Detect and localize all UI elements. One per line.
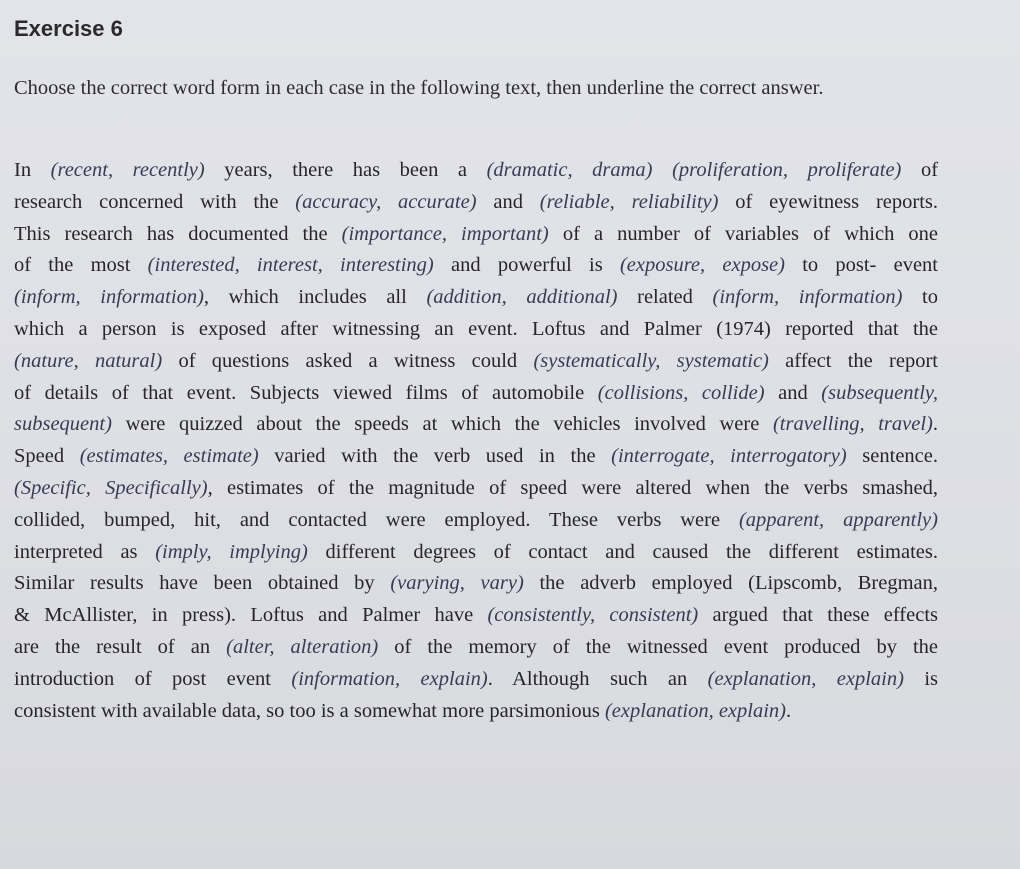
passage-text: of the memory of the witnessed event produced by the	[378, 635, 939, 658]
passage-text: .	[786, 699, 792, 722]
word-choice-option: (systematically, systematic)	[533, 349, 769, 372]
passage-text: sentence.	[846, 445, 938, 468]
word-choice-option: (inform, information)	[712, 286, 903, 309]
passage-line	[14, 155, 938, 187]
passage-text: argued that these effects	[698, 604, 938, 627]
passage-text: , estimates of the magnitude of speed were altered when the verbs smashed,	[207, 476, 938, 499]
exercise-passage	[14, 155, 938, 727]
passage-line	[14, 346, 938, 378]
passage-text: is	[903, 667, 938, 690]
passage-text: the adverb employed (Lipscomb, Bregman,	[523, 572, 938, 595]
passage-line	[14, 568, 938, 600]
word-choice-option: (explanation, explain)	[604, 699, 786, 722]
passage-text: In	[14, 159, 51, 181]
word-choice-option: (collisions, collide)	[597, 381, 765, 404]
passage-line	[14, 600, 938, 632]
word-choice-option: (reliable, reliability)	[539, 190, 719, 213]
passage-line	[14, 314, 938, 346]
word-choice-option: (imply, implying)	[155, 540, 308, 563]
passage-line	[14, 250, 938, 282]
word-choice-option: (dramatic, drama)	[486, 159, 653, 181]
passage-text: of	[901, 159, 939, 181]
word-choice-option: (explanation, explain)	[707, 667, 904, 690]
passage-text: and	[764, 381, 822, 404]
exercise-instructions: Choose the correct word form in each case in the following text, then underline the correct answer.	[14, 77, 824, 99]
passage-text	[653, 159, 673, 181]
passage-text: consistent with available data, so too is a somewhat more parsimonious	[14, 699, 605, 722]
passage-text: of details of that event. Subjects viewed films of automobile	[14, 381, 598, 404]
passage-line	[14, 632, 938, 664]
word-choice-option: (estimates, estimate)	[79, 445, 259, 468]
passage-line	[14, 696, 938, 728]
passage-line	[14, 219, 938, 251]
passage-text: which a person is exposed after witnessing an event. Loftus and Palmer (1974) reported that the	[14, 317, 938, 340]
passage-line	[14, 473, 938, 505]
passage-line	[14, 378, 938, 410]
passage-line	[14, 409, 938, 441]
passage-text: related	[617, 286, 713, 309]
passage-text: Speed	[14, 445, 80, 468]
word-choice-option: (recent, recently)	[50, 159, 205, 181]
word-choice-option: (accuracy, accurate)	[295, 190, 477, 213]
word-choice-option: subsequent)	[14, 413, 112, 436]
word-choice-option: (exposure, expose)	[619, 254, 785, 277]
passage-line	[14, 664, 938, 696]
exercise-heading: Exercise 6	[14, 16, 123, 41]
word-choice-option: (interrogate, interrogatory)	[611, 445, 847, 468]
passage-text: , which includes all	[203, 286, 427, 309]
passage-text: This research has documented the	[14, 222, 342, 245]
passage-text: to post- event	[784, 254, 939, 277]
passage-text: research concerned with the	[14, 190, 296, 213]
passage-line	[14, 505, 938, 537]
passage-text: and powerful is	[433, 254, 620, 277]
passage-text: of the most	[14, 254, 148, 277]
word-choice-option: (apparent, apparently)	[738, 508, 938, 531]
passage-text: . Although such an	[487, 667, 708, 690]
passage-line	[14, 537, 938, 569]
passage-text: introduction of post event	[14, 667, 292, 690]
passage-line	[14, 282, 938, 314]
word-choice-option: (proliferation, proliferate)	[672, 159, 902, 181]
passage-text: were quizzed about the speeds at which the vehicles involved were	[111, 413, 773, 436]
passage-text: are the result of an	[14, 635, 227, 658]
passage-text: of a number of variables of which one	[548, 222, 938, 245]
passage-text: varied with the verb used in the	[258, 445, 612, 468]
passage-text: interpreted as	[14, 540, 156, 563]
passage-text: collided, bumped, hit, and contacted were employed. These verbs were	[14, 508, 739, 531]
word-choice-option: (consistently, consistent)	[487, 604, 699, 627]
passage-text: affect the report	[768, 349, 938, 372]
word-choice-option: (alter, alteration)	[226, 635, 379, 658]
passage-text: of eyewitness reports.	[718, 190, 938, 213]
word-choice-option: (addition, additional)	[426, 286, 618, 309]
passage-line	[14, 187, 938, 219]
passage-text: & McAllister, in press). Loftus and Palmer have	[14, 604, 488, 627]
word-choice-option: (Specific, Specifically)	[14, 476, 208, 499]
word-choice-option: (varying, vary)	[390, 572, 524, 595]
word-choice-option: (importance, important)	[341, 222, 549, 245]
passage-text: to	[902, 286, 938, 309]
word-choice-option: (travelling, travel)	[772, 413, 933, 436]
passage-text: and	[476, 190, 540, 213]
word-choice-option: (interested, interest, interesting)	[147, 254, 434, 277]
word-choice-option: (inform, information)	[14, 286, 204, 309]
word-choice-option: (nature, natural)	[14, 349, 163, 372]
word-choice-option: (subsequently,	[821, 381, 938, 404]
passage-text: .	[932, 413, 938, 436]
passage-text: years, there has been a	[204, 159, 487, 181]
passage-line	[14, 441, 938, 473]
passage-text: of questions asked a witness could	[162, 349, 534, 372]
word-choice-option: (information, explain)	[291, 667, 488, 690]
passage-text: different degrees of contact and caused the different estimates.	[307, 540, 938, 563]
passage-text: Similar results have been obtained by	[14, 572, 391, 595]
